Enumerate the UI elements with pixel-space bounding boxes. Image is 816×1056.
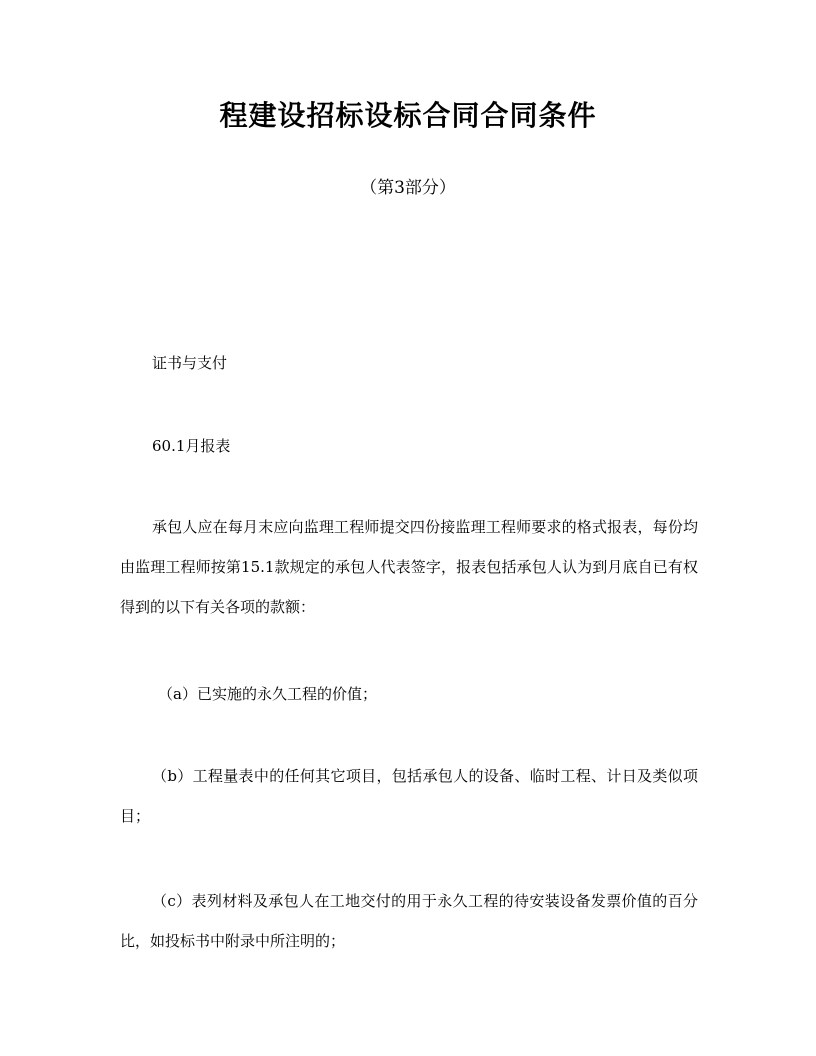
list-item-b: （b）工程量表中的任何其它项目，包括承包人的设备、临时工程、计日及类似项目； xyxy=(120,767,698,825)
list-item-a: （a）已实施的永久工程的价值； xyxy=(158,685,377,703)
clause-heading: 60.1月报表 xyxy=(152,437,231,455)
document-title: 程建设招标设标合同合同条件 xyxy=(219,99,597,132)
list-item-c: （c）表列材料及承包人在工地交付的用于永久工程的待安装设备发票价值的百分比，如投标书中附录中所注明的； xyxy=(120,892,698,950)
document-subtitle: （第3部分） xyxy=(360,178,456,198)
section-heading: 证书与支付 xyxy=(152,354,228,372)
body-paragraph: 承包人应在每月末应向监理工程师提交四份接监理工程师要求的格式报表，每份均由监理工程师按第15.1款规定的承包人代表签字，报表包括承包人认为到月底自已有权得到的以下有关各项的款额： xyxy=(120,518,698,616)
